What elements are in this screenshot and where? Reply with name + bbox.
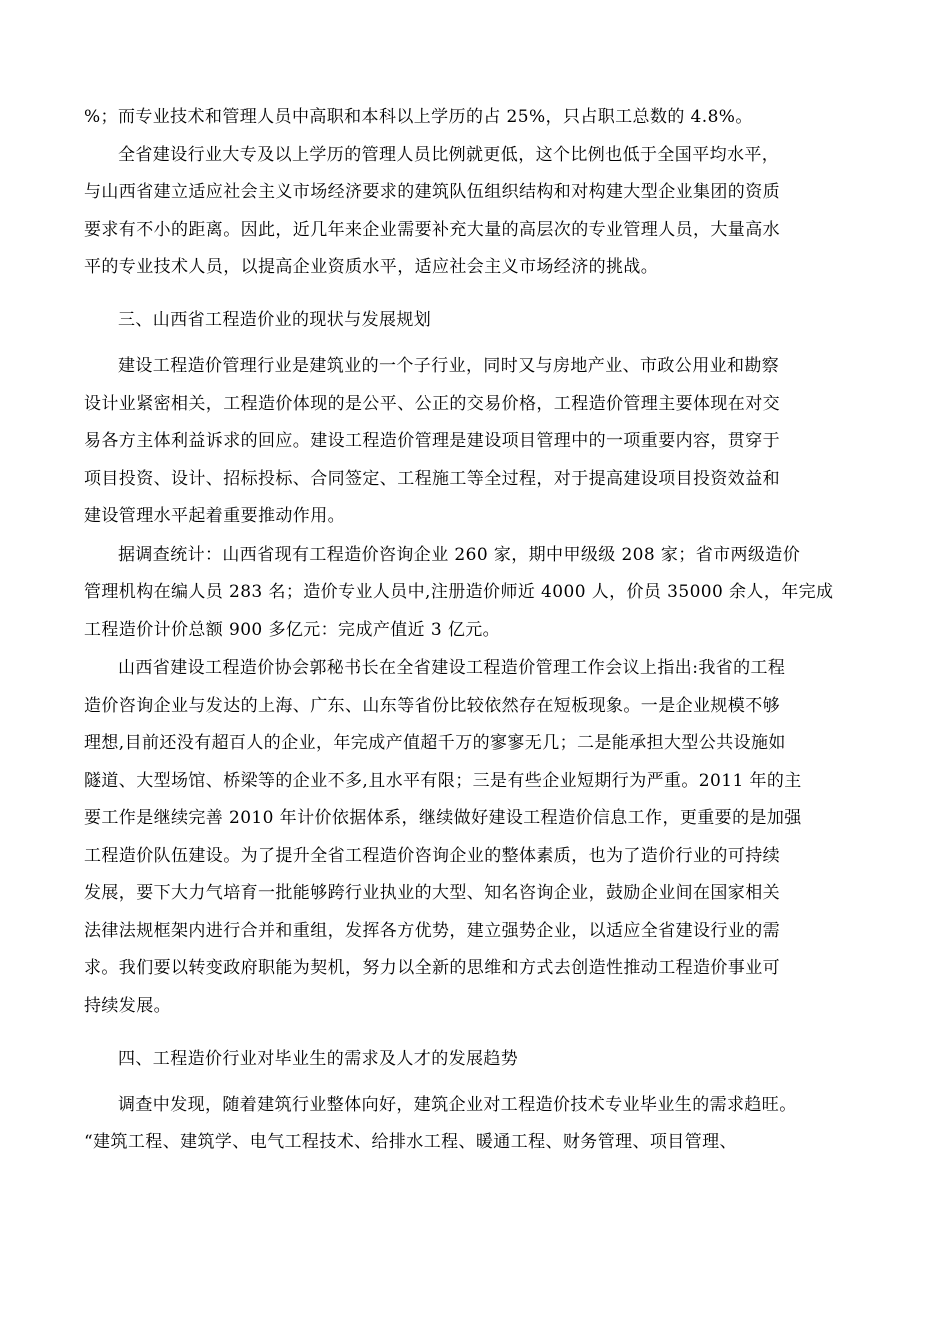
section-heading-4-text: 四、工程造价行业对毕业生的需求及人才的发展趋势: [118, 1049, 519, 1069]
paragraph-4-line-2: 管理机构在编人员 283 名；造价专业人员中,注册造价师近 4000 人，价员 35000 余人，年完成: [84, 582, 834, 602]
paragraph-6-line-1: 调查中发现，随着建筑行业整体向好，建筑企业对工程造价技术专业毕业生的需求趋旺。: [118, 1095, 797, 1115]
paragraph-4-line-3: 工程造价计价总额 900 多亿元：完成产值近 3 亿元。: [84, 620, 501, 640]
paragraph-5-line-7: 发展，要下大力气培育一批能够跨行业执业的大型、知名咨询企业，鼓励企业间在国家相关: [84, 883, 780, 903]
paragraph-3-line-3: 易各方主体利益诉求的回应。建设工程造价管理是建设项目管理中的一项重要内容，贯穿于: [84, 431, 780, 451]
paragraph-2-line-3: 要求有不小的距离。因此，近几年来企业需要补充大量的高层次的专业管理人员，大量高水: [84, 220, 780, 240]
paragraph-5-line-4: 隧道、大型场馆、桥梁等的企业不多,且水平有限；三是有些企业短期行为严重。2011 年的主: [84, 771, 802, 791]
paragraph-1-line-1: %；而专业技术和管理人员中高职和本科以上学历的占 25%，只占职工总数的 4.8%。: [84, 107, 753, 127]
paragraph-5-line-8: 法律法规框架内进行合并和重组，发挥各方优势，建立强势企业，以适应全省建设行业的需: [84, 921, 780, 941]
paragraph-5-line-2: 造价咨询企业与发达的上海、广东、山东等省份比较依然存在短板现象。一是企业规模不够: [84, 696, 780, 716]
paragraph-6-line-2: “建筑工程、建筑学、电气工程技术、给排水工程、暖通工程、财务管理、项目管理、: [84, 1132, 737, 1152]
section-heading-3-text: 三、山西省工程造价业的现状与发展规划: [118, 310, 432, 330]
paragraph-3-line-4: 项目投资、设计、招标投标、合同签定、工程施工等全过程，对于提高建设项目投资效益和: [84, 469, 780, 489]
paragraph-5-line-6: 工程造价队伍建设。为了提升全省工程造价咨询企业的整体素质，也为了造价行业的可持续: [84, 846, 780, 866]
paragraph-2-line-2: 与山西省建立适应社会主义市场经济要求的建筑队伍组织结构和对构建大型企业集团的资质: [84, 182, 780, 202]
paragraph-3-line-5: 建设管理水平起着重要推动作用。: [84, 506, 345, 526]
paragraph-5-line-5: 要工作是继续完善 2010 年计价依据体系，继续做好建设工程造价信息工作，更重要的是加强: [84, 808, 802, 828]
paragraph-5-line-3: 理想,目前还没有超百人的企业，年完成产值超千万的寥寥无几；二是能承担大型公共设施如: [84, 733, 786, 753]
paragraph-3-line-1: 建设工程造价管理行业是建筑业的一个子行业，同时又与房地产业、市政公用业和勘察: [118, 356, 780, 376]
paragraph-2-line-1: 全省建设行业大专及以上学历的管理人员比例就更低，这个比例也低于全国平均水平，: [118, 145, 780, 165]
paragraph-4-line-1: 据调查统计：山西省现有工程造价咨询企业 260 家，期中甲级级 208 家；省市两级造价: [118, 545, 801, 565]
paragraph-3-line-2: 设计业紧密相关，工程造价体现的是公平、公正的交易价格，工程造价管理主要体现在对交: [84, 394, 780, 414]
paragraph-5-line-10: 持续发展。: [84, 996, 171, 1016]
paragraph-5-line-1: 山西省建设工程造价协会郭秘书长在全省建设工程造价管理工作会议上指出:我省的工程: [118, 658, 786, 678]
paragraph-5-line-9: 求。我们要以转变政府职能为契机，努力以全新的思维和方式去创造性推动工程造价事业可: [84, 958, 780, 978]
paragraph-2-line-4: 平的专业技术人员，以提高企业资质水平，适应社会主义市场经济的挑战。: [84, 257, 659, 277]
